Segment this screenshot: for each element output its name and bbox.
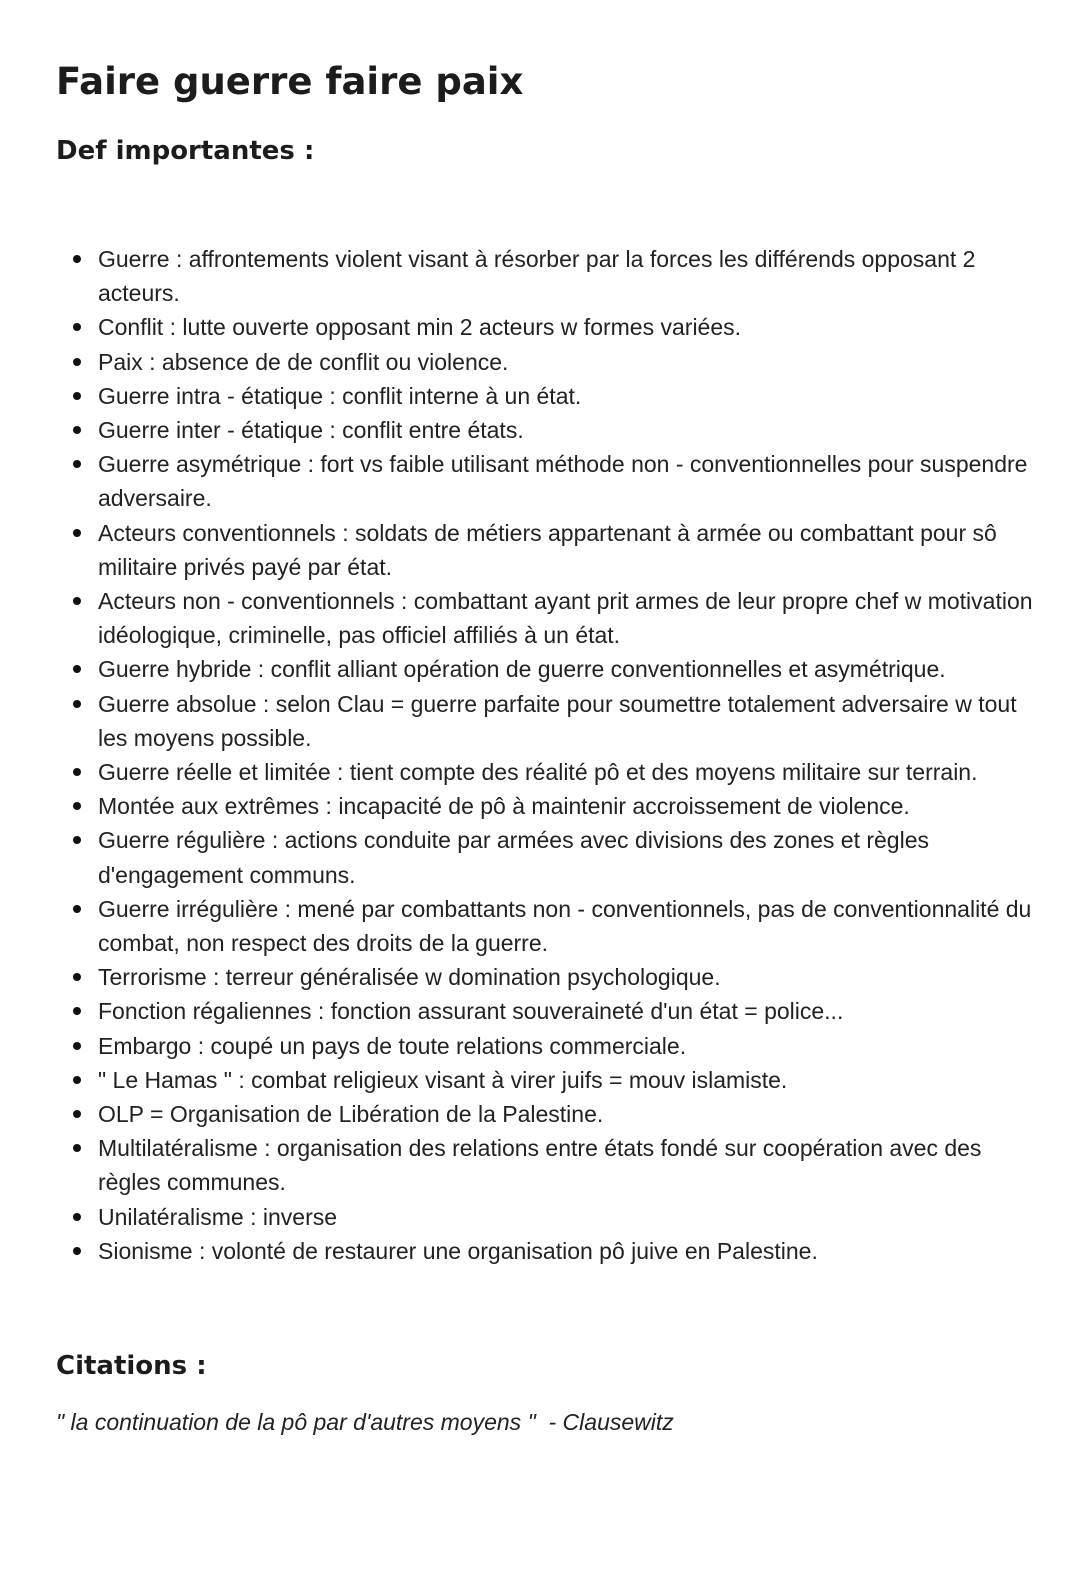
bullet-icon — [73, 1144, 81, 1152]
definition-item — [98, 892, 1038, 960]
definition-item — [98, 1131, 1038, 1199]
bullet-icon — [73, 597, 81, 605]
clausewitz-quote: " la continuation de la pô par d'autres moyens " - Clausewitz — [56, 1409, 674, 1435]
bullet-icon — [73, 358, 81, 366]
definition-item — [98, 687, 1038, 755]
definition-item — [98, 447, 1038, 515]
bullet-icon — [73, 836, 81, 844]
definition-text: Terrorisme : terreur généralisée w domination psychologique. — [98, 964, 721, 991]
bullet-icon — [73, 529, 81, 537]
definition-text: Guerre : affrontements violent visant à résorber par la forces les différends opposant 2 acteurs. — [98, 246, 976, 307]
definition-text: Guerre irrégulière : mené par combattants non - conventionnels, pas de conventionnalité du combat, non respect des droits de la guerre. — [98, 895, 1032, 957]
definition-item — [98, 345, 1038, 379]
definition-item — [98, 789, 1038, 823]
definition-text: Montée aux extrêmes : incapacité de pô à maintenir accroissement de violence. — [98, 793, 910, 820]
bullet-icon — [73, 426, 81, 434]
definition-item — [98, 994, 1038, 1028]
definition-item — [98, 1063, 1038, 1097]
definition-text: Fonction régaliennes : fonction assurant souveraineté d'un état = police... — [98, 998, 844, 1025]
bullet-icon — [73, 392, 81, 400]
bullet-icon — [73, 1213, 81, 1221]
definition-text: Guerre asymétrique : fort vs faible utilisant méthode non - conventionnelles pour suspendre adversaire. — [98, 451, 1028, 512]
definition-item — [98, 379, 1038, 413]
definition-item — [98, 960, 1038, 994]
definitions-list — [98, 242, 1038, 1268]
definition-text: Guerre inter - étatique : conflit entre états. — [98, 417, 524, 444]
bullet-icon — [73, 1076, 81, 1084]
definition-text: Guerre hybride : conflit alliant opération de guerre conventionnelles et asymétrique. — [98, 656, 946, 683]
bullet-icon — [73, 460, 81, 468]
bullet-icon — [73, 768, 81, 776]
definition-text: Guerre régulière : actions conduite par armées avec divisions des zones et règles d'engagement communs. — [98, 827, 929, 888]
definition-item — [98, 1200, 1038, 1234]
definitions-heading: Def importantes : — [56, 136, 315, 166]
definition-text: Conflit : lutte ouverte opposant min 2 acteurs w formes variées. — [98, 314, 742, 341]
bullet-icon — [73, 973, 81, 981]
definition-item — [98, 652, 1038, 686]
definition-text: Guerre réelle et limitée : tient compte des réalité pô et des moyens militaire sur terrain. — [98, 759, 978, 786]
bullet-icon — [73, 323, 81, 331]
bullet-icon — [73, 905, 81, 913]
definition-item — [98, 413, 1038, 447]
page-title: Faire guerre faire paix — [56, 60, 524, 103]
definition-item — [98, 823, 1038, 891]
bullet-icon — [73, 802, 81, 810]
bullet-icon — [73, 1007, 81, 1015]
definition-item — [98, 755, 1038, 789]
definition-text: Acteurs non - conventionnels : combattant ayant prit armes de leur propre chef w motivation idéologique, criminelle, pas officiel affiliés à un état. — [98, 588, 1033, 649]
definition-text: Sionisme : volonté de restaurer une organisation pô juive en Palestine. — [98, 1237, 818, 1264]
definition-text: Acteurs conventionnels : soldats de métiers appartenant à armée ou combattant pour sô militaire privés payé par état. — [98, 519, 997, 580]
definition-item — [98, 584, 1038, 652]
definition-item — [98, 1029, 1038, 1063]
bullet-icon — [73, 1247, 81, 1255]
bullet-icon — [73, 665, 81, 673]
definition-text: Paix : absence de de conflit ou violence. — [98, 348, 509, 375]
bullet-icon — [73, 700, 81, 708]
definition-item — [98, 1234, 1038, 1268]
definition-text: Unilatéralisme : inverse — [98, 1203, 338, 1230]
definition-text: OLP = Organisation de Libération de la Palestine. — [98, 1101, 604, 1128]
definition-item — [98, 242, 1038, 310]
bullet-icon — [73, 1042, 81, 1050]
definition-item — [98, 516, 1038, 584]
definition-text: Embargo : coupé un pays de toute relations commerciale. — [98, 1032, 687, 1059]
definition-item — [98, 310, 1038, 344]
definition-text: Multilatéralisme : organisation des relations entre états fondé sur coopération avec des règles communes. — [98, 1135, 982, 1196]
quotes-heading: Citations : — [56, 1351, 207, 1381]
bullet-icon — [73, 255, 81, 263]
bullet-icon — [73, 1110, 81, 1118]
definition-text: Guerre intra - étatique : conflit interne à un état. — [98, 382, 582, 409]
definition-text: " Le Hamas " : combat religieux visant à virer juifs = mouv islamiste. — [98, 1066, 788, 1093]
definition-item — [98, 1097, 1038, 1131]
definition-text: Guerre absolue : selon Clau = guerre parfaite pour soumettre totalement adversaire w tout les moyens possible. — [98, 690, 1017, 751]
